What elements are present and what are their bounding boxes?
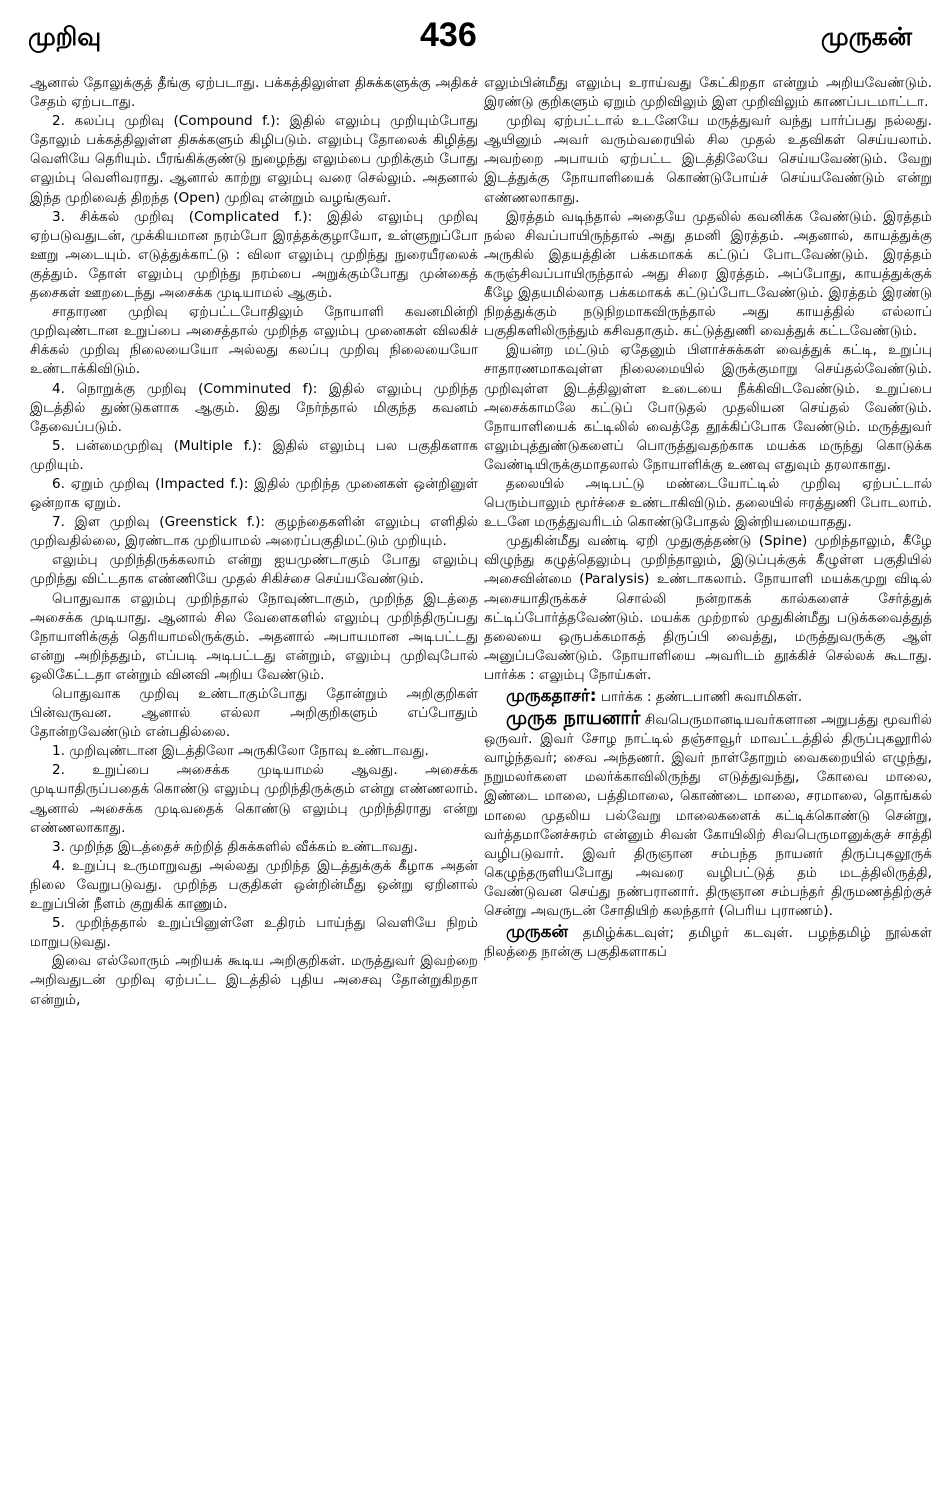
page-number: 436 — [420, 16, 477, 54]
entry-text: சிவபெருமானடியவர்களான அறுபத்து மூவரில் ஒருவர். இவர் சோழ நாட்டில் தஞ்சாவூர் மாவட்டத்தில் திருப்புகலூரில் வாழ்ந்தவர்; சைவ அந்தணர். இவர் நாள்தோறும் வைகறையில் எழுந்து, நறுமலர்களை மலர்க்காவிலிருந்து எடுத்துவந்து, கோவை மாலை, இண்டை மாலை, பத்திமாலை, கொண்டை மாலை, சரமாலை, தொங்கல் மாலை முதலிய பல்வேறு மாலைகளைக் கட்டிக்கொண்டு சென்று, வர்த்தமானேச்சுரம் என்னும் சிவன் கோயிலிற் சிவபெருமானுக்குச் சாத்தி வழிபடுவார். இவர் திருஞான சம்பந்த நாயனர் திருப்புகலூருக் கெழுந்தருளியபோது அவரை வழிபட்டுத் தம் மடத்திலிருத்தி, வேண்டுவன செய்து நண்பரானார். திருஞான சம்பந்தர் திருமணத்திற்குச் சென்று அவருடன் சோதியிற் கலந்தார் (பெரிய புராணம்). — [484, 712, 932, 920]
paragraph: முறிவு ஏற்பட்டால் உடனேயே மருத்துவர் வந்து பார்ப்பது நல்லது. ஆயினும் அவர் வரும்வரையில் சில முதல் உதவிகள் செய்யலாம். அவற்றை அபாயம் ஏற்பட்ட இடத்திலேயே செய்யவேண்டும். வேறு இடத்துக்கு நோயாளியைக் கொண்டுபோய்ச் செய்யவேண்டும் என்று எண்ணலாகாது. — [484, 113, 932, 206]
paragraph: இயன்ற மட்டும் ஏதேனும் பிளாச்சுக்கள் வைத்துக் கட்டி, உறுப்பு சாதாரணமாகவுள்ள நிலைமையில் இருக்குமாறு செய்தல்வேண்டும். முறிவுள்ள இடத்திலுள்ள உடையை நீக்கிவிடவேண்டும். உறுப்பை அசைக்காமலே கட்டுப் போடுதல் முதலியன செய்தல் வேண்டும். நோயாளியைக் கட்டிலில் வைத்தே தூக்கிப்போக வேண்டும். மருத்துவர் எலும்புத்துண்டுகளைப் பொருத்துவதற்காக மயக்க மருந்து கொடுக்க வேண்டியிருக்குமாதலால் நோயாளிக்கு உணவு எதுவும் தரலாகாது. — [484, 342, 932, 473]
paragraph: 1. முறிவுண்டான இடத்திலோ அருகிலோ நோவு உண்டாவது. — [52, 743, 429, 760]
entry-murugathasar — [484, 687, 932, 707]
entry-text: தமிழ்க்கடவுள்; தமிழர் கடவுள். பழந்தமிழ் நூல்கள் நிலத்தை நான்கு பகுதிகளாகப் — [484, 925, 932, 961]
paragraph: தலையில் அடிபட்டு மண்டையோட்டில் முறிவு ஏற்பட்டால் பெரும்பாலும் மூர்ச்சை உண்டாகிவிடும். தலையில் ஈரத்துணி போடலாம். உடனே மருத்துவரிடம் கொண்டுபோதல் இன்றியமையாதது. — [484, 475, 932, 531]
paragraph: 7. இள முறிவு (Greenstick f.): குழந்தைகளின் எலும்பு எளிதில் முறிவதில்லை, இரண்டாக முறியாமல் அரைப்பகுதிமட்டும் முறியும். — [30, 514, 478, 550]
right-column — [484, 74, 932, 962]
paragraph: 6. ஏறும் முறிவு (Impacted f.): இதில் முறிந்த முனைகள் ஒன்றினுள் ஒன்றாக ஏறும். — [30, 475, 478, 512]
page-header — [0, 14, 940, 64]
header-left-guide-word: முறிவு — [28, 22, 102, 51]
paragraph: 4. உறுப்பு உருமாறுவது அல்லது முறிந்த இடத்துக்குக் கீழாக அதன் நிலை வேறுபடுவது. முறிந்த பகுதிகள் ஒன்றின்மீது ஒன்று ஏறினால் உறுப்பின் நீளம் குறுகிக் காணும். — [30, 857, 478, 913]
entry-muruga-nayanar — [484, 709, 932, 921]
paragraph: 3. முறிந்த இடத்தைச் சுற்றித் திசுக்களில் வீக்கம் உண்டாவது. — [52, 838, 418, 855]
paragraph: எலும்பு முறிந்திருக்கலாம் என்று ஐயமுண்டாகும் போது எலும்பு முறிந்து விட்டதாக எண்ணியே முதல் சிகிச்சை செய்யவேண்டும். — [30, 552, 478, 588]
left-column — [30, 74, 478, 1010]
entry-headword: முருக நாயனார் — [506, 707, 641, 730]
paragraph: 5. பன்மைமுறிவு (Multiple f.): இதில் எலும்பு பல பகுதிகளாக முறியும். — [30, 437, 478, 473]
paragraph: இரத்தம் வடிந்தால் அதையே முதலில் கவனிக்க வேண்டும். இரத்தம் நல்ல சிவப்பாயிருந்தால் அது தமனி இரத்தம். அதனால், காயத்துக்கு அருகில் இதயத்தின் பக்கமாகக் கட்டுப் போடவேண்டும். இரத்தம் கருஞ்சிவப்பாயிருந்தால் அது சிரை இரத்தம். அப்போது, காயத்துக்குக் கீழே இதயமில்லாத பக்கமாகக் கட்டுப்போடவேண்டும். இரத்தம் இரண்டு நிறத்துக்கும் நடுநிறமாகவிருந்தால் அது காயத்தில் எல்லாப் பகுதிகளிலிருந்தும் கசிவதாகும். கட்டுத்துணி வைத்துக் கட்டவேண்டும். — [484, 208, 932, 340]
entry-murugan — [484, 923, 932, 962]
paragraph: 2. கலப்பு முறிவு (Compound f.): இதில் எலும்பு முறியும்போது தோலும் பக்கத்திலுள்ள திசுக்களும் கிழிபடும். எலும்பு தோலைக் கிழித்து வெளியே தெரியும். பீரங்கிக்குண்டு நுழைந்து எலும்பை முறிக்கும் போது எலும்பு வெளிவராது. ஆனால் காற்று எலும்பு வரை செல்லும். அதனால் இந்த முறிவைத் திறந்த (Open) முறிவு என்றும் வழங்குவர். — [30, 113, 478, 206]
paragraph: 5. முறிந்ததால் உறுப்பினுள்ளே உதிரம் பாய்ந்து வெளியே நிறம் மாறுபடுவது. — [30, 915, 478, 951]
paragraph: ஆனால் தோலுக்குத் தீங்கு ஏற்படாது. பக்கத்திலுள்ள திசுக்களுக்கு அதிகச் சேதம் ஏற்படாது. — [30, 75, 478, 111]
paragraph: 4. நொறுக்கு முறிவு (Comminuted f): இதில் எலும்பு முறிந்த இடத்தில் துண்டுகளாக ஆகும். இது நேர்ந்தால் மிகுந்த கவனம் தேவைப்படும். — [30, 380, 478, 435]
paragraph: இவை எல்லோரும் அறியக் கூடிய அறிகுறிகள். மருத்துவர் இவற்றை அறிவதுடன் முறிவு ஏற்பட்ட இடத்தில் புதிய அசைவு தோன்றுகிறதா என்றும், — [30, 953, 478, 1008]
paragraph: பொதுவாக முறிவு உண்டாகும்போது தோன்றும் அறிகுறிகள் பின்வருவன. ஆனால் எல்லா அறிகுறிகளும் எப்போதும் தோன்றவேண்டும் என்பதில்லை. — [30, 686, 478, 741]
paragraph: பொதுவாக எலும்பு முறிந்தால் நோவுண்டாகும், முறிந்த இடத்தை அசைக்க முடியாது. ஆனால் சில வேளைகளில் எலும்பு முறிந்திருப்பது நோயாளிக்குத் தெரியாமலிருக்கும். அதனால் அபாயமான அடிபட்டது என்று அறிந்ததும், எப்படி அடிபட்டது என்றும், எலும்பு முறிவுபோல் ஒலிகேட்டதா என்றும் வினவி அறிய வேண்டும். — [30, 590, 478, 683]
header-right-guide-word: முருகன் — [820, 22, 912, 51]
paragraph: முதுகின்மீது வண்டி ஏறி முதுகுத்தண்டு (Spine) முறிந்தாலும், கீழே விழுந்து கழுத்தெலும்பு முறிந்தாலும், இடுப்புக்குக் கீழுள்ள பகுதியில் அசைவின்மை (Paralysis) உண்டாகலாம். நோயாளி மயக்கமுறு விடில் அசையாதிருக்கச் சொல்லி நன்றாகக் கால்களைச் சேர்த்துக் கட்டிப்போர்த்தவேண்டும். மயக்க முற்றால் முதுகின்மீது படுக்கவைத்துத் தலையை ஒருபக்கமாகத் திருப்பி வைத்து, மருத்துவருக்கு ஆள் அனுப்பவேண்டும். நோயாளியை அவரிடம் தூக்கிச் செல்லக் கூடாது. பார்க்க : எலும்பு நோய்கள். — [484, 533, 932, 683]
paragraph: எலும்பின்மீது எலும்பு உராய்வது கேட்கிறதா என்றும் அறியவேண்டும். இரண்டு குறிகளும் ஏறும் முறிவிலும் இள முறிவிலும் காணப்படமாட்டா. — [484, 75, 932, 111]
entry-headword: முருகன் — [506, 922, 568, 943]
entry-text: பார்க்க : தண்டபாணி சுவாமிகள். — [600, 689, 803, 705]
entry-headword: முருகதாசர்: — [506, 686, 597, 706]
paragraph: 2. உறுப்பை அசைக்க முடியாமல் ஆவது. அசைக்க முடியாதிருப்பதைக் கொண்டு எலும்பு முறிந்திருக்கும் என்று எண்ணலாம். ஆனால் அசைக்க முடிவதைக் கொண்டு எலும்பு முறிந்திராது என்று எண்ணலாகாது. — [30, 762, 478, 836]
paragraph: சாதாரண முறிவு ஏற்பட்டபோதிலும் நோயாளி கவனமின்றி முறிவுண்டான உறுப்பை அசைத்தால் முறிந்த எலும்பு முனைகள் விலகிச் சிக்கல் முறிவு நிலையையோ அல்லது கலப்பு முறிவு நிலையையோ உண்டாக்கிவிடும். — [30, 304, 478, 378]
paragraph: 3. சிக்கல் முறிவு (Complicated f.): இதில் எலும்பு முறிவு ஏற்படுவதுடன், முக்கியமான நரம்போ இரத்தக்குழாயோ, உள்ளுறுப்போ ஊறு அடையும். எடுத்துக்காட்டு : விலா எலும்பு முறிந்து நுரையீரலைக் குத்தும். தோள் எலும்பு முறிந்து நரம்பை அறுக்கும்போது முன்கைத் தசைகள் ஊறடைந்து அசைக்க முடியாமல் ஆகும். — [30, 208, 478, 302]
